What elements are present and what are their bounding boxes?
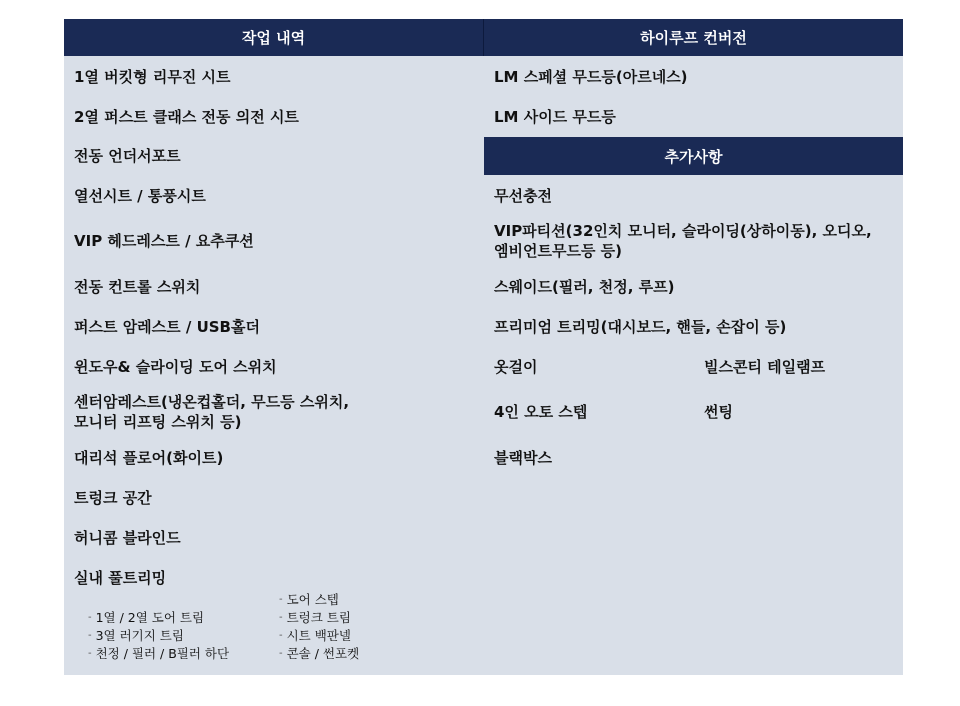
trim-item: - 3열 러기지 트림 — [88, 628, 184, 643]
empty-cell — [484, 518, 693, 557]
work-row: 트렁크 공간 — [64, 478, 483, 517]
header-divider — [483, 19, 484, 56]
extra-item: VIP파티션(32인치 모니터, 슬라이딩(상하이동), 오디오, 엠비언트무드등 등) — [484, 216, 903, 266]
convert-row: LM 스페셜 무드등(아르네스) — [484, 57, 903, 96]
empty-cell — [484, 558, 693, 596]
trim-item: - 1열 / 2열 도어 트림 — [88, 610, 205, 625]
extra-item: 블랙박스 — [484, 438, 693, 477]
header-convert: 하이루프 컨버전 — [484, 19, 903, 56]
empty-cell — [484, 636, 693, 675]
extra-item: 썬팅 — [694, 387, 903, 437]
empty-cell — [694, 478, 903, 517]
extra-item: 무선충전 — [484, 176, 693, 215]
extra-item: 프리미엄 트리밍(대시보드, 핸들, 손잡이 등) — [484, 307, 903, 346]
work-row: 윈도우& 슬라이딩 도어 스위치 — [64, 347, 483, 386]
empty-cell — [484, 478, 693, 517]
trim-item: - 도어 스텝 — [279, 592, 339, 607]
trim-item: - 천정 / 필러 / B필러 하단 — [88, 646, 230, 661]
work-row: 퍼스트 암레스트 / USB홀더 — [64, 307, 483, 346]
work-row: 허니콤 블라인드 — [64, 518, 483, 557]
extra-item — [694, 176, 903, 215]
work-row: 열선시트 / 통풍시트 — [64, 176, 483, 215]
work-row: 2열 퍼스트 클래스 전동 의전 시트 — [64, 97, 483, 136]
header-work: 작업 내역 — [64, 19, 483, 56]
trim-item: - 콘솔 / 썬포켓 — [279, 646, 360, 661]
work-row: 1열 버킷형 리무진 시트 — [64, 57, 483, 96]
empty-cell — [694, 558, 903, 596]
empty-cell — [694, 518, 903, 557]
empty-cell — [694, 636, 903, 675]
convert-row: LM 사이드 무드등 — [484, 97, 903, 136]
trim-item: - 트렁크 트림 — [279, 610, 351, 625]
extra-item: 스웨이드(필러, 천정, 루프) — [484, 267, 903, 306]
empty-cell — [484, 597, 693, 635]
header-extra: 추가사항 — [484, 137, 903, 175]
extra-item — [694, 438, 903, 477]
work-row: 센터암레스트(냉온컵홀더, 무드등 스위치, 모니터 리프팅 스위치 등) — [64, 387, 483, 437]
work-row: VIP 헤드레스트 / 요추쿠션 — [64, 216, 483, 266]
extra-item: 옷걸이 — [484, 347, 693, 386]
empty-cell — [694, 597, 903, 635]
work-row: 대리석 플로어(화이트) — [64, 438, 483, 477]
work-row: 실내 풀트리밍 — [64, 558, 483, 598]
extra-item: 빌스콘티 테일램프 — [694, 347, 903, 386]
trim-item: - 시트 백판넬 — [279, 628, 351, 643]
work-row: 전동 컨트롤 스위치 — [64, 267, 483, 306]
extra-item: 4인 오토 스텝 — [484, 387, 693, 437]
work-row: 전동 언더서포트 — [64, 137, 483, 175]
work-table — [64, 19, 903, 675]
